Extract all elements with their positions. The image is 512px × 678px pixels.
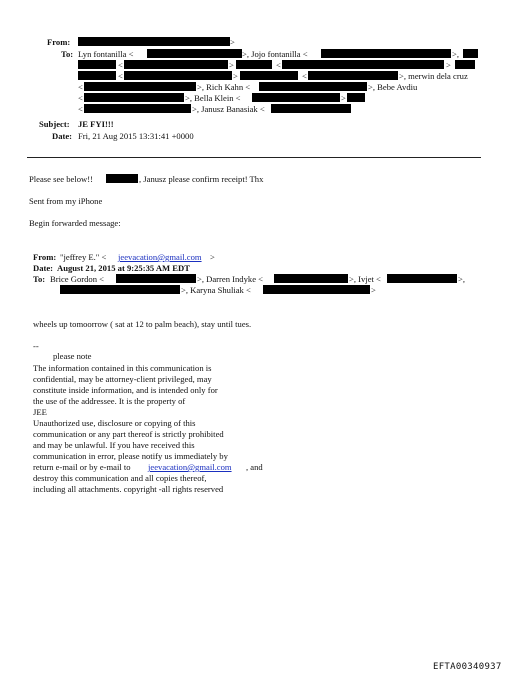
angle-open: < <box>302 71 307 81</box>
angle-open: < <box>118 60 123 70</box>
angle-close: > <box>229 60 234 70</box>
disclaimer-line: communication in error, please notify us immediately by <box>33 451 228 461</box>
begin-forwarded: Begin forwarded message: <box>29 218 121 228</box>
angle-close: > <box>230 37 235 47</box>
fwd-to-c: >, Ivjet < <box>349 274 381 284</box>
to-line-1c: >, <box>452 49 459 59</box>
disclaimer-line: JEE <box>33 407 47 417</box>
disclaimer-line: the use of the addressee. It is the property of <box>33 396 186 406</box>
fwd-from-label: From: <box>33 252 57 262</box>
fwd-from-name: "jeffrey E." < <box>60 252 107 262</box>
body-line-1a: Please see below!! <box>29 174 93 184</box>
to-line-1b: >, Jojo fontanilla < <box>242 49 308 59</box>
redaction-bar <box>147 49 242 58</box>
subject-value: JE FYI!!! <box>78 119 114 129</box>
to-bebe: >, Bebe Avdiu <box>368 82 418 92</box>
document-id: EFTA00340937 <box>433 662 502 672</box>
redaction-bar <box>463 49 478 58</box>
disclaimer-line: communication or any part thereof is strictly prohibited <box>33 429 224 439</box>
disclaimer-line: constitute inside information, and is intended only for <box>33 385 218 395</box>
message-text: wheels up tomoorrow ( sat at 12 to palm beach), stay until tues. <box>33 319 252 329</box>
date-label: Date: <box>52 131 73 141</box>
fwd-date-label: Date: <box>33 263 54 273</box>
to-rich: >, Rich Kahn < <box>197 82 251 92</box>
redaction-bar <box>321 49 451 58</box>
to-merwin: >, merwin dela cruz <box>399 71 468 81</box>
disclaimer-line: including all attachments. copyright -all rights reserved <box>33 484 224 494</box>
redaction-bar <box>124 60 228 69</box>
redaction-bar <box>282 60 444 69</box>
disclaimer-line: destroy this communication and all copies thereof, <box>33 473 207 483</box>
fwd-to-label: To: <box>33 274 46 284</box>
redaction-bar <box>78 71 116 80</box>
redaction-bar <box>387 274 457 283</box>
angle-close: > <box>233 71 238 81</box>
to-label: To: <box>61 49 74 59</box>
fwd-from-email[interactable]: jeevacation@gmail.com <box>118 252 202 262</box>
to-janusz: >, Janusz Banasiak < <box>192 104 265 114</box>
redaction-bar <box>106 174 138 183</box>
fwd-to-d: >, <box>458 274 465 284</box>
redaction-bar <box>308 71 398 80</box>
body-line-1b: , Janusz please confirm receipt! Thx <box>139 174 264 184</box>
redaction-bar <box>60 285 180 294</box>
fwd-to-b: >, Darren Indyke < <box>197 274 264 284</box>
disclaimer-line: and may be unlawful. If you have received this <box>33 440 195 450</box>
disclaimer-line: confidential, may be attorney-client privileged, may <box>33 374 212 384</box>
redaction-bar <box>263 285 370 294</box>
date-value: Fri, 21 Aug 2015 13:31:41 +0000 <box>78 131 194 141</box>
disclaimer-line: Unauthorized use, disclosure or copying of this <box>33 418 196 428</box>
angle-close: > <box>341 93 346 103</box>
to-bella: >, Bella Klein < <box>185 93 241 103</box>
redaction-bar <box>78 60 116 69</box>
redaction-bar <box>84 104 191 113</box>
fwd-to-e: >, Karyna Shuliak < <box>181 285 251 295</box>
fwd-date-value: August 21, 2015 at 9:25:35 AM EDT <box>57 263 190 273</box>
fwd-from-end: > <box>210 252 215 262</box>
redaction-bar <box>259 82 367 91</box>
redaction-bar <box>84 93 184 102</box>
disclaimer-email-link[interactable]: jeevacation@gmail.com <box>148 462 232 472</box>
redaction-bar <box>124 71 232 80</box>
redaction-bar <box>252 93 340 102</box>
sent-from: Sent from my iPhone <box>29 196 103 206</box>
angle-close: > <box>446 60 451 70</box>
redaction-bar <box>271 104 351 113</box>
fwd-to-a: Brice Gordon < <box>50 274 105 284</box>
sig-dashes: -- <box>33 341 39 351</box>
angle-open: < <box>276 60 281 70</box>
fwd-to-f: > <box>371 285 376 295</box>
angle-open: < <box>78 104 83 114</box>
redaction-bar <box>455 60 475 69</box>
disclaimer-email-prefix: return e-mail or by e-mail to <box>33 462 131 472</box>
to-line-1: Lyn fontanilla < <box>78 49 134 59</box>
disclaimer-line: The information contained in this communication is <box>33 363 212 373</box>
angle-open: < <box>78 82 83 92</box>
redaction-bar <box>116 274 196 283</box>
redaction-bar <box>84 82 196 91</box>
angle-open: < <box>78 93 83 103</box>
disclaimer-email-suffix: , and <box>246 462 263 472</box>
header-divider <box>27 157 481 158</box>
from-label: From: <box>47 37 71 47</box>
angle-open: < <box>118 71 123 81</box>
redaction-bar <box>240 71 298 80</box>
redaction-bar <box>274 274 348 283</box>
sig-please-note: please note <box>53 351 92 361</box>
redaction-bar <box>78 37 230 46</box>
redaction-bar <box>236 60 272 69</box>
redaction-bar <box>347 93 365 102</box>
subject-label: Subject: <box>39 119 70 129</box>
